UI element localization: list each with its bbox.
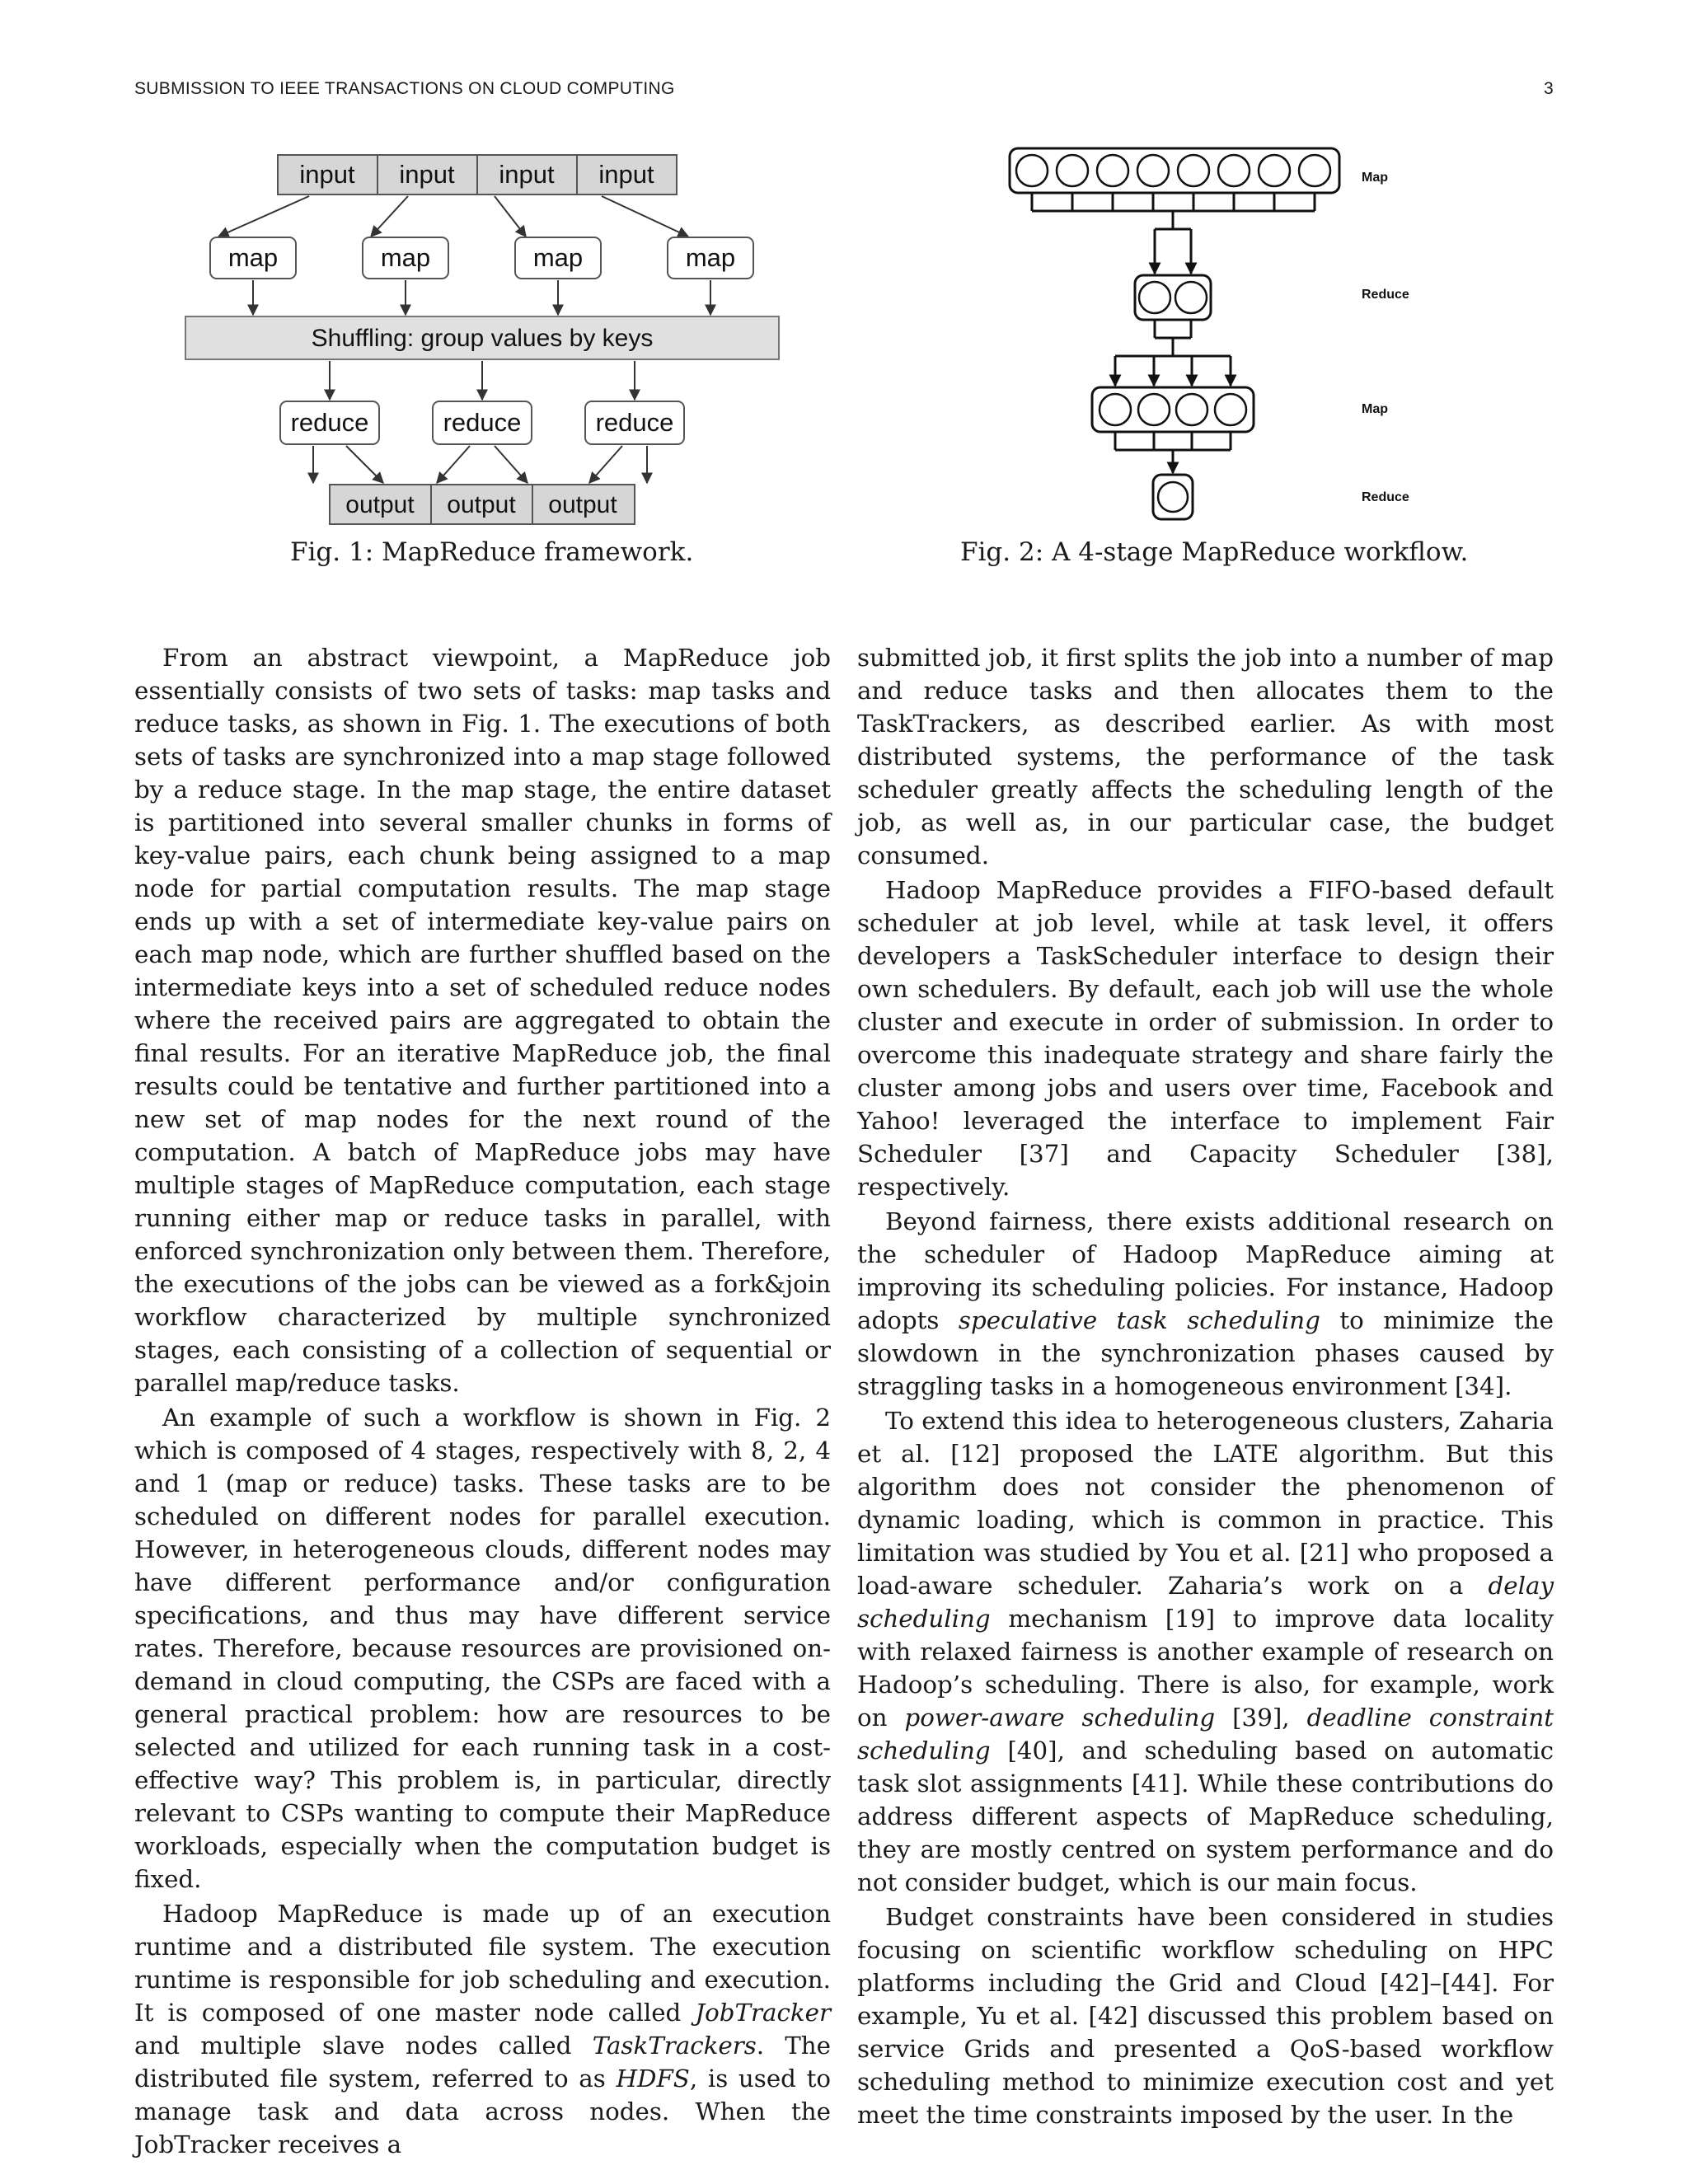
shuffle-bar [185, 316, 779, 359]
right-p2-text-a: Beyond fairness, there exists additional research on the scheduler of Hadoop MapReduce aiming at improving its scheduling policies. For instance, Hadoop adopts [857, 1207, 1554, 1334]
input-box-1: input [299, 160, 355, 189]
right-paragraph-2 [857, 1205, 1554, 1403]
reduce-box-2: reduce [443, 408, 522, 437]
shuffle-to-reduce-arrows [330, 361, 635, 400]
map-box-2: map [380, 243, 431, 272]
input-row [278, 155, 677, 194]
term-hdfs: HDFS [616, 2064, 690, 2093]
reduce-box-1: reduce [290, 408, 369, 437]
left-paragraph-3 [134, 1897, 831, 2161]
term-speculative-task-scheduling: speculative task scheduling [958, 1306, 1320, 1334]
output-row [330, 485, 635, 524]
figure-2-caption: Fig. 2: A 4-stage MapReduce workflow. [960, 537, 1469, 567]
right-paragraph-1: Hadoop MapReduce provides a FIFO-based default scheduler at job level, while at task level, it offers developers a TaskScheduler interface to design their own schedulers. By default, each job will use the whole cluster and execute in order of submission. In order to overcome this inadequate strategy and share fairly the cluster among jobs and users over time, Facebook and Yahoo! leveraged the interface to implement Fair Scheduler [37] and Capacity Scheduler [38], respectively. [857, 876, 1554, 1201]
reduce-row [280, 401, 684, 444]
figure-2-workflow [1001, 140, 1463, 536]
term-delay-scheduling: delay scheduling [857, 1572, 1554, 1633]
right-column [857, 641, 1554, 2131]
right-paragraph-0: submitted job, it first splits the job into a number of map and reduce tasks and then allocates them to the TaskTrackers, as described earlier. As with most distributed systems, the performance of the task scheduler greatly affects the scheduling length of the job, as well as, in our particular case, the budget consumed. [857, 644, 1554, 869]
stage-1-map [1010, 148, 1388, 274]
page-number: 3 [1544, 79, 1554, 98]
term-power-aware-scheduling: power-aware scheduling [904, 1704, 1216, 1732]
right-p3-text-d: [40], and scheduling based on automatic task slot assignments [41]. While these contributions do address different aspects of MapReduce scheduling, they are mostly centred on system performance and do not consider budget, which is our main focus. [857, 1736, 1554, 1896]
map-to-shuffle-arrows [253, 280, 710, 315]
input-box-3: input [499, 160, 555, 189]
term-tasktrackers: TaskTrackers [592, 2032, 757, 2060]
figure-1-mapreduce-framework [173, 148, 799, 536]
input-box-2: input [399, 160, 455, 189]
reduce-to-output-arrows [313, 446, 647, 483]
left-p3-text-c: . The distributed file system, referred to as [134, 2032, 831, 2093]
output-box-2: output [447, 491, 516, 518]
right-paragraph-4: Budget constraints have been considered in studies focusing on scientific workflow scheduling on HPC platforms including the Grid and Cloud [42]–[44]. For example, Yu et al. [42] discussed this problem based on service Grids and presented a QoS-based workflow scheduling method to minimize execution cost and yet meet the time constraints imposed by the user. In the [857, 1903, 1554, 2129]
shuffle-label: Shuffling: group values by keys [311, 325, 654, 352]
right-paragraph-3 [857, 1404, 1554, 1899]
left-paragraph-2: An example of such a workflow is shown in Fig. 2 which is composed of 4 stages, respectively with 8, 2, 4 and 1 (map or reduce) tasks. These tasks are to be scheduled on different nodes for parallel execution. However, in heterogeneous clouds, different nodes may have different performance and/or configuration specifications, and thus may have different service rates. Therefore, because resources are provisioned on-demand in cloud computing, the CSPs are faced with a general practical problem: how are resources to be selected and utilized for each running task in a cost-effective way? This problem is, in particular, directly relevant to CSPs wanting to compute their MapReduce workloads, especially when the computation budget is fixed. [134, 1404, 831, 1893]
stage-3-label: Map [1362, 402, 1388, 416]
map-box-4: map [685, 243, 736, 272]
stage-1-label: Map [1362, 171, 1388, 185]
stage-3-map [1092, 387, 1388, 473]
reduce-box-3: reduce [595, 408, 674, 437]
output-box-1: output [345, 491, 415, 518]
right-p3-text-c: [39], [1215, 1704, 1307, 1732]
term-deadline-constraint-scheduling: deadline constraint scheduling [857, 1704, 1554, 1765]
stage-4-label: Reduce [1362, 490, 1409, 504]
stage-4-reduce [1153, 475, 1409, 519]
running-head [134, 79, 1554, 104]
output-box-3: output [548, 491, 617, 518]
right-p3-text-a: To extend this idea to heterogeneous clusters, Zaharia et al. [12] proposed the LATE algorithm. But this algorithm does not consider the phenomenon of dynamic loading, which is common in practice. This limitation was studied by You et al. [21] who proposed a load-aware scheduler. Zaharia’s work on a [857, 1407, 1554, 1600]
left-p3-text-d: , is used to manage task and data across nodes. When the JobTracker receives a [134, 2064, 832, 2158]
map-row [210, 237, 753, 279]
map-box-3: map [532, 243, 584, 272]
left-paragraph-1: From an abstract viewpoint, a MapReduce job essentially consists of two sets of tasks: map tasks and reduce tasks, as shown in Fig. 1. The executions of both sets of tasks are synchronized into a map stage followed by a reduce stage. In the map stage, the entire dataset is partitioned into several smaller chunks in forms of key-value pairs, each chunk being assigned to a map node for partial computation results. The map stage ends up with a set of intermediate key-value pairs on each map node, which are further shuffled based on the intermediate keys into a set of scheduled reduce nodes where the received pairs are aggregated to obtain the final results. For an iterative MapReduce job, the final results could be tentative and further partitioned into a new set of map nodes for the next round of the computation. A batch of MapReduce jobs may have multiple stages of MapReduce computation, each stage running either map or reduce tasks in parallel, with enforced synchronization only between them. Therefore, the executions of the jobs can be viewed as a fork&join workflow characterized by multiple synchronized stages, each consisting of a collection of sequential or parallel map/reduce tasks. [134, 644, 831, 1397]
left-p3-text-b: and multiple slave nodes called [134, 2032, 593, 2060]
stage-4-task [1158, 482, 1188, 512]
left-p3-text-a: Hadoop MapReduce is made up of an execution runtime and a distributed file system. The execution runtime is responsible for job scheduling and execution. It is composed of one master node called [134, 1900, 831, 2027]
stage-2-reduce [1115, 275, 1409, 386]
stage-2-label: Reduce [1362, 288, 1409, 302]
right-p3-text-b: mechanism [19] to improve data locality with relaxed fairness is another example of research on Hadoop’s scheduling. There is also, for example, work on [857, 1605, 1554, 1732]
input-to-map-arrows [218, 196, 688, 237]
map-box-1: map [227, 243, 279, 272]
input-box-4: input [598, 160, 654, 189]
term-jobtracker: JobTracker [695, 1999, 831, 2027]
figure-1-caption: Fig. 1: MapReduce framework. [290, 537, 694, 567]
left-column [134, 641, 831, 2161]
journal-title: SUBMISSION TO IEEE TRANSACTIONS ON CLOUD COMPUTING [134, 79, 675, 98]
right-p2-text-b: to minimize the slowdown in the synchronization phases caused by straggling tasks in a homogeneous environment [34]. [857, 1306, 1554, 1400]
